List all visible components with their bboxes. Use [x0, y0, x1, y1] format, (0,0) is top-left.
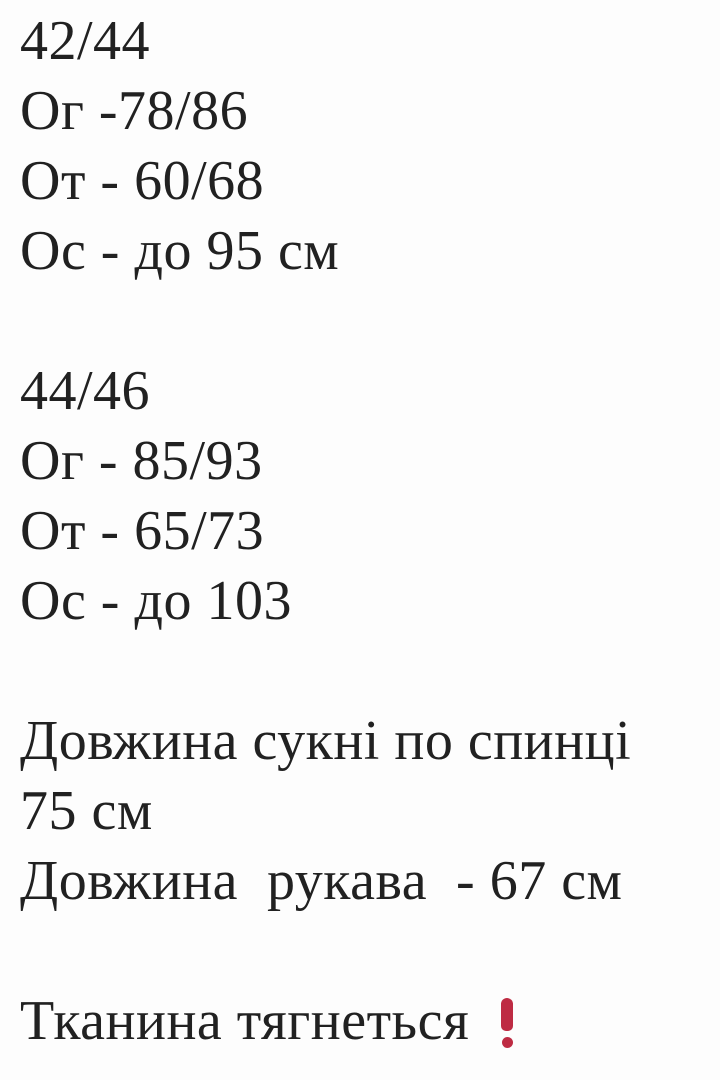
measurement-line-bust: Ог - 85/93: [20, 430, 263, 492]
note-block: [20, 986, 710, 1056]
size-label: 42/44: [20, 10, 151, 72]
dress-length-line: Довжина сукні по спинці: [20, 710, 632, 772]
size-block-44-46: [20, 356, 710, 636]
fabric-note-line: [20, 986, 710, 1056]
dress-length-value: 75 см: [20, 780, 153, 842]
measurement-line-bust: Ог -78/86: [20, 80, 249, 142]
exclamation-icon: [499, 998, 515, 1048]
size-label: 44/46: [20, 360, 151, 422]
measurement-line-hips: Ос - до 103: [20, 570, 292, 632]
measurement-line-hips: Ос - до 95 см: [20, 220, 340, 282]
length-block: [20, 706, 710, 916]
fabric-note-text: Тканина тягнеться: [20, 990, 470, 1052]
sleeve-length-line: Довжина рукава - 67 см: [20, 850, 623, 912]
measurement-line-waist: От - 60/68: [20, 150, 265, 212]
size-block-42-44: [20, 6, 710, 286]
measurement-line-waist: От - 65/73: [20, 500, 265, 562]
